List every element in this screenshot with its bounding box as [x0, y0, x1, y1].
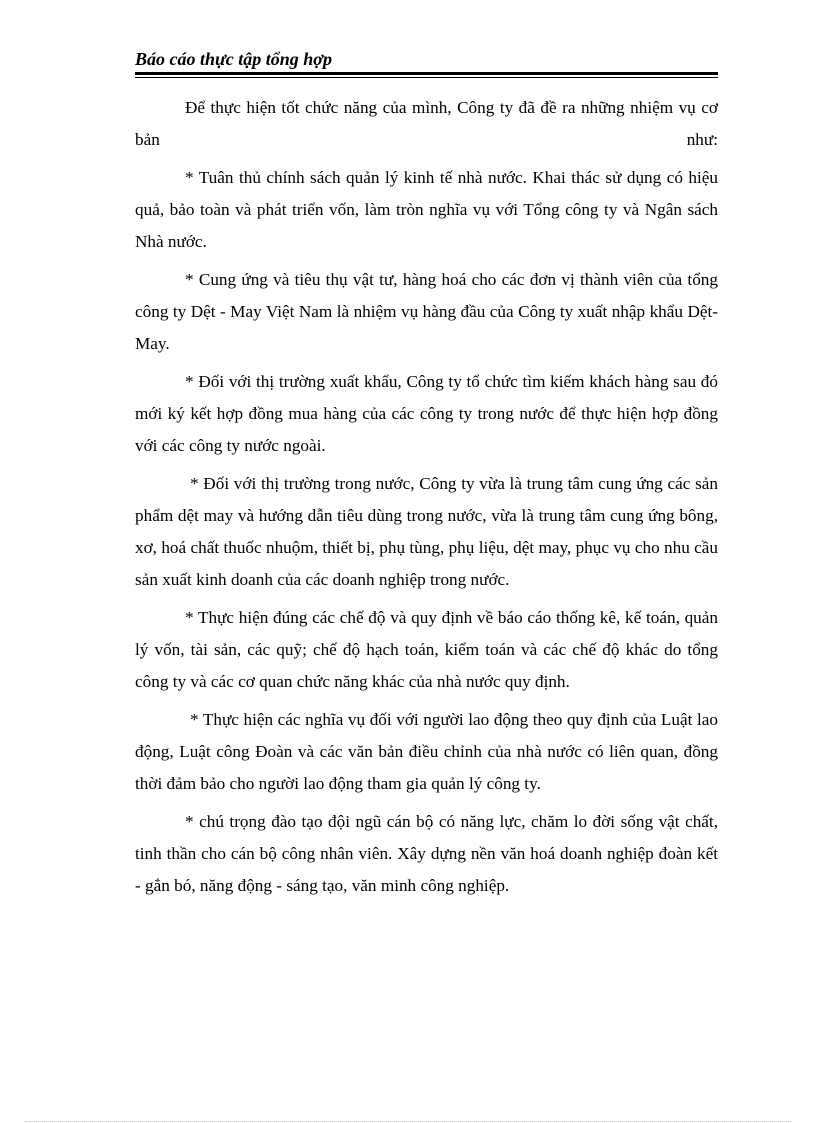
paragraph-duty-4: * Đối với thị trường trong nước, Công ty vừa là trung tâm cung ứng các sản phẩm dệt may và hướng dẫn tiêu dùng trong nước, vừa là trung tâm cung ứng bông, xơ, hoá chất thuốc nhuộm, thiết bị, phụ tùng, phụ liệu, dệt may, phục vụ cho nhu cầu sản xuất kinh doanh của các doanh nghiệp trong nước.	[135, 474, 718, 589]
header-title: Báo cáo thực tập tổng hợp	[135, 49, 332, 69]
paragraph-intro: Để thực hiện tốt chức năng của mình, Công ty đã đề ra những nhiệm vụ cơ bản như:	[135, 98, 718, 149]
page-header	[135, 48, 718, 78]
header-rule	[135, 72, 718, 78]
paragraph-duty-2: * Cung ứng và tiêu thụ vật tư, hàng hoá cho các đơn vị thành viên của tổng công ty Dệt - May Việt Nam là nhiệm vụ hàng đầu của Công ty xuất nhập khẩu Dệt-May.	[135, 270, 718, 353]
paragraph-duty-5: * Thực hiện đúng các chế độ và quy định về báo cáo thống kê, kế toán, quản lý vốn, tài sản, các quỹ; chế độ hạch toán, kiểm toán và các chế độ khác do tổng công ty và các cơ quan chức năng khác của nhà nước quy định.	[135, 608, 718, 691]
paragraph-duty-3: * Đối với thị trường xuất khẩu, Công ty tổ chức tìm kiếm khách hàng sau đó mới ký kết hợp đồng mua hàng của các công ty trong nước để thực hiện hợp đồng với các công ty nước ngoài.	[135, 372, 718, 455]
paragraph-duty-7: * chú trọng đào tạo đội ngũ cán bộ có năng lực, chăm lo đời sống vật chất, tinh thần cho cán bộ công nhân viên. Xây dựng nền văn hoá doanh nghiệp đoàn kết - gắn bó, năng động - sáng tạo, văn minh công nghiệp.	[135, 812, 718, 895]
document-body	[135, 92, 718, 908]
paragraph-duty-1: * Tuân thủ chính sách quản lý kinh tế nhà nước. Khai thác sử dụng có hiệu quả, bảo toàn và phát triển vốn, làm tròn nghĩa vụ với Tổng công ty và Ngân sách Nhà nước.	[135, 168, 718, 251]
footer-rule	[25, 1121, 791, 1122]
paragraph-duty-6: * Thực hiện các nghĩa vụ đối với người lao động theo quy định của Luật lao động, Luật công Đoàn và các văn bản điều chỉnh của nhà nước có liên quan, đồng thời đảm bảo cho người lao động tham gia quản lý công ty.	[135, 710, 718, 793]
